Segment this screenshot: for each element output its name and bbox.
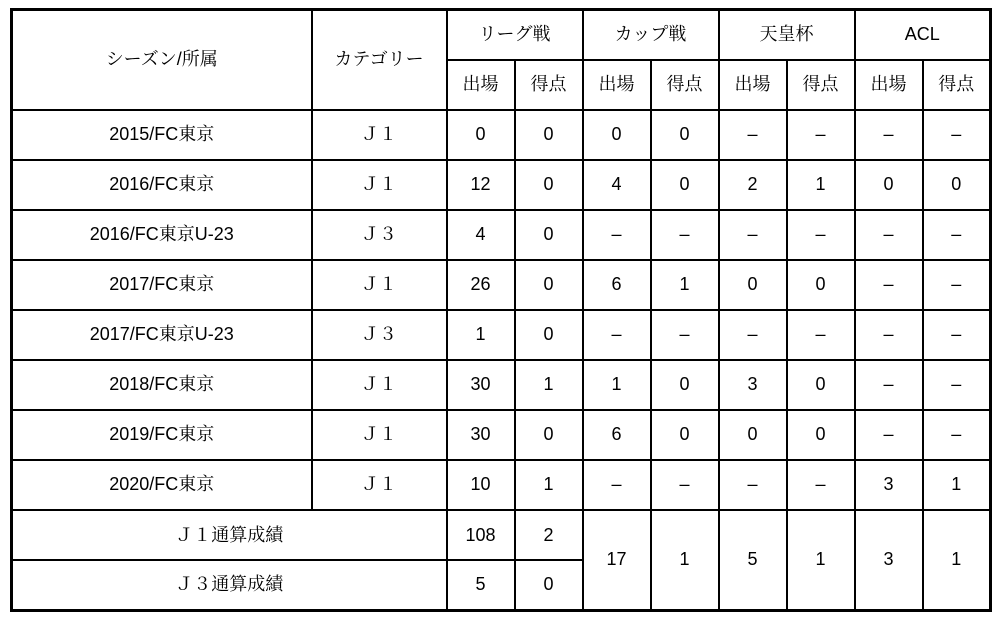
stat-cell: 0 bbox=[515, 110, 583, 160]
stat-cell: 3 bbox=[855, 460, 923, 510]
totals-j3-league-apps: 5 bbox=[447, 560, 515, 610]
season-cell: 2018/FC東京 bbox=[12, 360, 312, 410]
table-row-2020 bbox=[12, 460, 991, 510]
stat-cell: – bbox=[651, 210, 719, 260]
stat-cell: – bbox=[923, 410, 991, 460]
stat-cell: – bbox=[719, 460, 787, 510]
header-group-cup: カップ戦 bbox=[583, 10, 719, 60]
stat-cell: 1 bbox=[651, 260, 719, 310]
header-acl-apps: 出場 bbox=[855, 60, 923, 110]
stat-cell: – bbox=[583, 460, 651, 510]
stat-cell: – bbox=[923, 310, 991, 360]
stat-cell: – bbox=[855, 110, 923, 160]
stat-cell: 0 bbox=[651, 360, 719, 410]
totals-cup-goals: 1 bbox=[651, 510, 719, 610]
stat-cell: 0 bbox=[447, 110, 515, 160]
totals-acl-apps: 3 bbox=[855, 510, 923, 610]
header-emperors-goals: 得点 bbox=[787, 60, 855, 110]
stat-cell: – bbox=[651, 460, 719, 510]
stat-cell: 30 bbox=[447, 360, 515, 410]
stat-cell: 0 bbox=[651, 410, 719, 460]
stat-cell: 0 bbox=[855, 160, 923, 210]
stat-cell: 0 bbox=[651, 110, 719, 160]
totals-row-j1 bbox=[12, 510, 991, 560]
header-season-club: シーズン/所属 bbox=[12, 10, 312, 110]
header-league-apps: 出場 bbox=[447, 60, 515, 110]
stat-cell: 0 bbox=[651, 160, 719, 210]
stat-cell: 0 bbox=[515, 260, 583, 310]
header-cup-apps: 出場 bbox=[583, 60, 651, 110]
header-cup-goals: 得点 bbox=[651, 60, 719, 110]
stat-cell: 1 bbox=[447, 310, 515, 360]
season-cell: 2016/FC東京 bbox=[12, 160, 312, 210]
header-league-goals: 得点 bbox=[515, 60, 583, 110]
season-cell: 2015/FC東京 bbox=[12, 110, 312, 160]
stat-cell: – bbox=[583, 310, 651, 360]
totals-j1-league-goals: 2 bbox=[515, 510, 583, 560]
table-row-2017 bbox=[12, 260, 991, 310]
stat-cell: – bbox=[787, 110, 855, 160]
stat-cell: – bbox=[651, 310, 719, 360]
stat-cell: 6 bbox=[583, 260, 651, 310]
category-cell: Ｊ１ bbox=[312, 160, 447, 210]
table-row-2019 bbox=[12, 410, 991, 460]
season-cell: 2020/FC東京 bbox=[12, 460, 312, 510]
stat-cell: – bbox=[787, 460, 855, 510]
stat-cell: 30 bbox=[447, 410, 515, 460]
stat-cell: 3 bbox=[719, 360, 787, 410]
stat-cell: 4 bbox=[447, 210, 515, 260]
season-cell: 2017/FC東京U-23 bbox=[12, 310, 312, 360]
stat-cell: 0 bbox=[515, 410, 583, 460]
category-cell: Ｊ１ bbox=[312, 460, 447, 510]
stat-cell: – bbox=[855, 360, 923, 410]
totals-cup-apps: 17 bbox=[583, 510, 651, 610]
table-row-2017-u23 bbox=[12, 310, 991, 360]
category-cell: Ｊ３ bbox=[312, 310, 447, 360]
totals-acl-goals: 1 bbox=[923, 510, 991, 610]
header-acl-goals: 得点 bbox=[923, 60, 991, 110]
stat-cell: 10 bbox=[447, 460, 515, 510]
stat-cell: 1 bbox=[923, 460, 991, 510]
table-row-2018 bbox=[12, 360, 991, 410]
stat-cell: 1 bbox=[583, 360, 651, 410]
stat-cell: 0 bbox=[787, 360, 855, 410]
stat-cell: – bbox=[787, 310, 855, 360]
stat-cell: – bbox=[855, 260, 923, 310]
stat-cell: 0 bbox=[719, 260, 787, 310]
career-stats-table bbox=[10, 8, 992, 612]
stat-cell: – bbox=[787, 210, 855, 260]
stat-cell: 0 bbox=[515, 210, 583, 260]
season-cell: 2016/FC東京U-23 bbox=[12, 210, 312, 260]
stat-cell: 2 bbox=[719, 160, 787, 210]
season-cell: 2017/FC東京 bbox=[12, 260, 312, 310]
stat-cell: 26 bbox=[447, 260, 515, 310]
stat-cell: 12 bbox=[447, 160, 515, 210]
stat-cell: – bbox=[923, 360, 991, 410]
header-row-groups bbox=[12, 10, 991, 60]
stat-cell: 1 bbox=[515, 460, 583, 510]
totals-label-j1: Ｊ１通算成績 bbox=[12, 510, 447, 560]
stat-cell: 6 bbox=[583, 410, 651, 460]
stat-cell: – bbox=[923, 210, 991, 260]
stat-cell: – bbox=[855, 310, 923, 360]
stat-cell: – bbox=[855, 410, 923, 460]
header-category: カテゴリー bbox=[312, 10, 447, 110]
category-cell: Ｊ１ bbox=[312, 110, 447, 160]
stat-cell: 4 bbox=[583, 160, 651, 210]
stat-cell: – bbox=[855, 210, 923, 260]
stat-cell: 0 bbox=[583, 110, 651, 160]
header-emperors-apps: 出場 bbox=[719, 60, 787, 110]
stat-cell: – bbox=[583, 210, 651, 260]
header-group-league: リーグ戦 bbox=[447, 10, 583, 60]
stat-cell: – bbox=[719, 110, 787, 160]
table-row-2016-u23 bbox=[12, 210, 991, 260]
stat-cell: 0 bbox=[787, 260, 855, 310]
header-group-acl: ACL bbox=[855, 10, 991, 60]
stat-cell: 1 bbox=[787, 160, 855, 210]
stat-cell: 1 bbox=[515, 360, 583, 410]
stat-cell: – bbox=[719, 310, 787, 360]
table-row-2015 bbox=[12, 110, 991, 160]
stat-cell: 0 bbox=[719, 410, 787, 460]
stat-cell: 0 bbox=[515, 310, 583, 360]
stat-cell: – bbox=[719, 210, 787, 260]
category-cell: Ｊ１ bbox=[312, 410, 447, 460]
totals-j1-league-apps: 108 bbox=[447, 510, 515, 560]
stat-cell: 0 bbox=[787, 410, 855, 460]
category-cell: Ｊ３ bbox=[312, 210, 447, 260]
stat-cell: – bbox=[923, 260, 991, 310]
totals-label-j3: Ｊ３通算成績 bbox=[12, 560, 447, 610]
stat-cell: – bbox=[923, 110, 991, 160]
stat-cell: 0 bbox=[923, 160, 991, 210]
season-cell: 2019/FC東京 bbox=[12, 410, 312, 460]
table-row-2016 bbox=[12, 160, 991, 210]
category-cell: Ｊ１ bbox=[312, 360, 447, 410]
totals-emperors-goals: 1 bbox=[787, 510, 855, 610]
header-group-emperors-cup: 天皇杯 bbox=[719, 10, 855, 60]
category-cell: Ｊ１ bbox=[312, 260, 447, 310]
stat-cell: 0 bbox=[515, 160, 583, 210]
totals-emperors-apps: 5 bbox=[719, 510, 787, 610]
totals-j3-league-goals: 0 bbox=[515, 560, 583, 610]
